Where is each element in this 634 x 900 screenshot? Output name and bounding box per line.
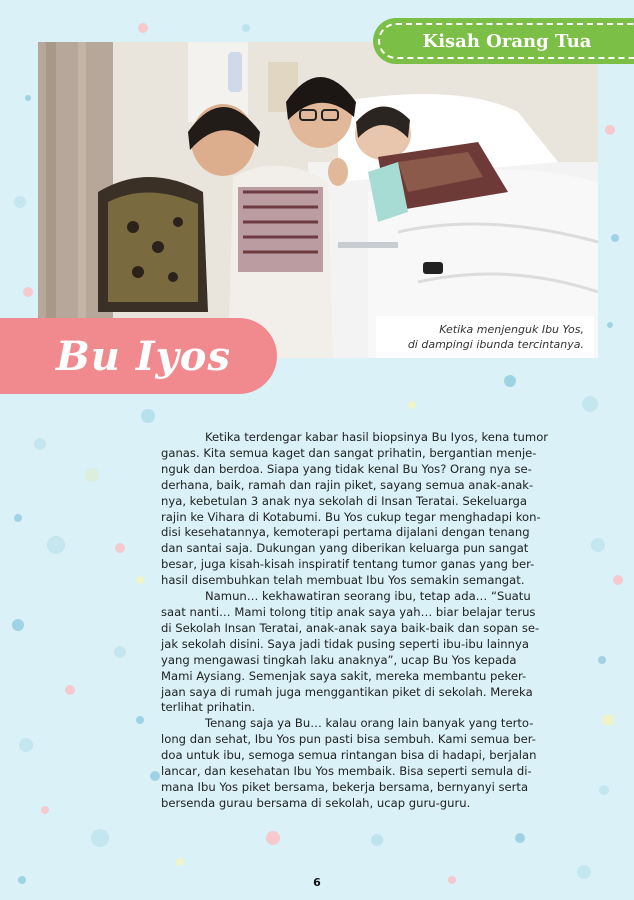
text-line: saat nanti… Mami tolong titip anak saya yah… biar belajar terus xyxy=(161,604,536,619)
text-line: jak sekolah disini. Saya jadi tidak pusing seperti ibu-ibu lainnya xyxy=(161,636,529,651)
text-line: nya, kebetulan 3 anak nya sekolah di Insan Teratai. Sekeluarga xyxy=(161,493,527,508)
photo-caption-line-2: di dampingi ibunda tercintanya. xyxy=(407,338,584,351)
text-line: yang mengawasi tingkah laku anaknya”, ucap Bu Yos kepada xyxy=(161,652,517,667)
article-paragraph-1 xyxy=(161,430,587,589)
photo-caption xyxy=(376,316,594,358)
text-line: mana Ibu Yos piket bersama, bekerja bersama, bernyanyi serta xyxy=(161,779,529,794)
title-banner xyxy=(0,318,277,394)
text-line: Tenang saja ya Bu… kalau orang lain banyak yang terto- xyxy=(205,716,534,731)
text-line: jaan saya di rumah juga menggantikan piket di sekolah. Mereka xyxy=(161,684,533,699)
hospital-visit-photo xyxy=(38,42,598,358)
text-line: hasil disembuhkan telah membuat Ibu Yos semakin semangat. xyxy=(161,573,525,588)
text-line: ganas. Kita semua kaget dan sangat prihatin, bergantian menje- xyxy=(161,445,537,460)
article-body xyxy=(161,430,587,812)
text-line: Mami Aysiang. Semenjak saya sakit, mereka membantu peker- xyxy=(161,668,527,683)
text-line: Namun… kekhawatiran seorang ibu, tetap ada… “Suatu xyxy=(205,589,531,604)
text-line: disi kesehatannya, kemoterapi pertama dijalani dengan tenang xyxy=(161,525,530,540)
text-line: di Sekolah Insan Teratai, anak-anak saya baik-baik dan sopan se- xyxy=(161,620,540,635)
article-title: Bu Iyos xyxy=(56,332,231,380)
text-line: bersenda gurau bersama di sekolah, ucap guru-guru. xyxy=(161,795,471,810)
text-line: derhana, baik, ramah dan rajin piket, sayang semua anak-anak- xyxy=(161,477,534,492)
text-line: lancar, dan kesehatan Ibu Yos membaik. Bisa seperti semula di- xyxy=(161,764,532,779)
text-line: rajin ke Vihara di Kotabumi. Bu Yos cukup tegar menghadapi kon- xyxy=(161,509,541,524)
text-line: terlihat prihatin. xyxy=(161,700,256,715)
text-line: besar, juga kisah-kisah inspiratif tentang tumor ganas yang ber- xyxy=(161,557,535,572)
text-line: doa untuk ibu, semoga semua rintangan bisa di hadapi, berjalan xyxy=(161,748,537,763)
text-line: long dan sehat, Ibu Yos pun pasti bisa sembuh. Kami semua ber- xyxy=(161,732,536,747)
article-paragraph-3 xyxy=(161,716,587,811)
section-label-tab xyxy=(373,18,634,64)
text-line: dan santai saja. Dukungan yang diberikan keluarga pun sangat xyxy=(161,541,529,556)
section-label: Kisah Orang Tua xyxy=(378,23,634,59)
photo-caption-line-1: Ketika menjenguk Ibu Yos, xyxy=(439,323,584,336)
text-line: Ketika terdengar kabar hasil biopsinya Bu Iyos, kena tumor xyxy=(205,430,549,444)
article-paragraph-2 xyxy=(161,589,587,716)
text-line: nguk dan berdoa. Siapa yang tidak kenal Bu Yos? Orang nya se- xyxy=(161,461,532,476)
page-number: 6 xyxy=(313,876,321,889)
